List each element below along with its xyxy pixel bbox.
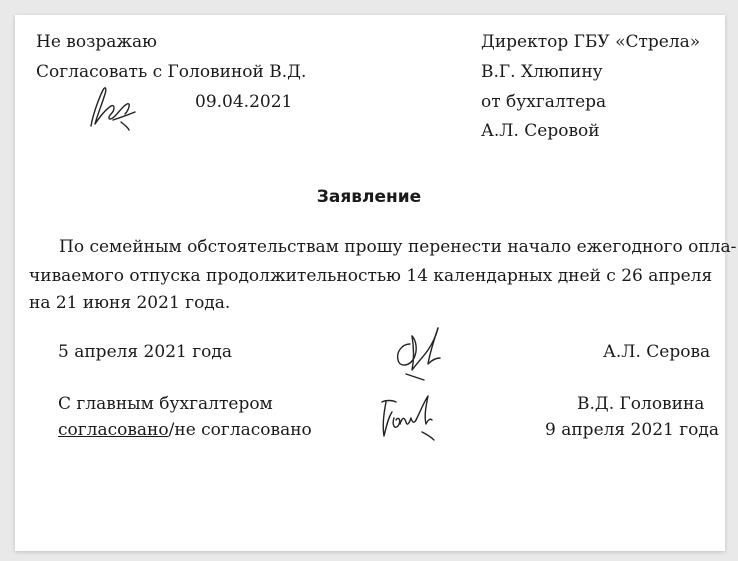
addressee-line-2: В.Г. Хлюпину xyxy=(481,62,603,82)
resolution-date: 09.04.2021 xyxy=(195,92,293,112)
approval-agreed: согласовано xyxy=(58,420,169,440)
addressee-line-1: Директор ГБУ «Стрела» xyxy=(481,32,701,52)
applicant-date: 5 апреля 2021 года xyxy=(58,342,232,362)
addressee-line-3: от бухгалтера xyxy=(481,92,607,112)
body-line-3: на 21 июня 2021 года. xyxy=(29,293,231,313)
document-title: Заявление xyxy=(316,187,422,207)
approval-status xyxy=(58,420,312,440)
addressee-line-4: А.Л. Серовой xyxy=(481,121,600,141)
body-line-1: По семейным обстоятельствам прошу перенести начало ежегодного опла- xyxy=(59,237,737,257)
applicant-name: А.Л. Серова xyxy=(603,342,711,362)
approval-name: В.Д. Головина xyxy=(577,394,705,414)
applicant-signature-icon xyxy=(388,318,452,382)
chief-accountant-signature-icon xyxy=(376,388,440,448)
approval-date: 9 апреля 2021 года xyxy=(545,420,719,440)
approval-not-agreed: не согласовано xyxy=(174,420,312,440)
resolution-line-1: Не возражаю xyxy=(36,32,157,52)
body-line-2: чиваемого отпуска продолжительностью 14 календарных дней с 26 апреля xyxy=(29,266,713,286)
director-signature-icon xyxy=(85,76,145,136)
approval-separator: / xyxy=(168,420,175,440)
approval-line-1: С главным бухгалтером xyxy=(58,394,273,414)
resolution-line-2: Согласовать с Головиной В.Д. xyxy=(36,62,307,82)
